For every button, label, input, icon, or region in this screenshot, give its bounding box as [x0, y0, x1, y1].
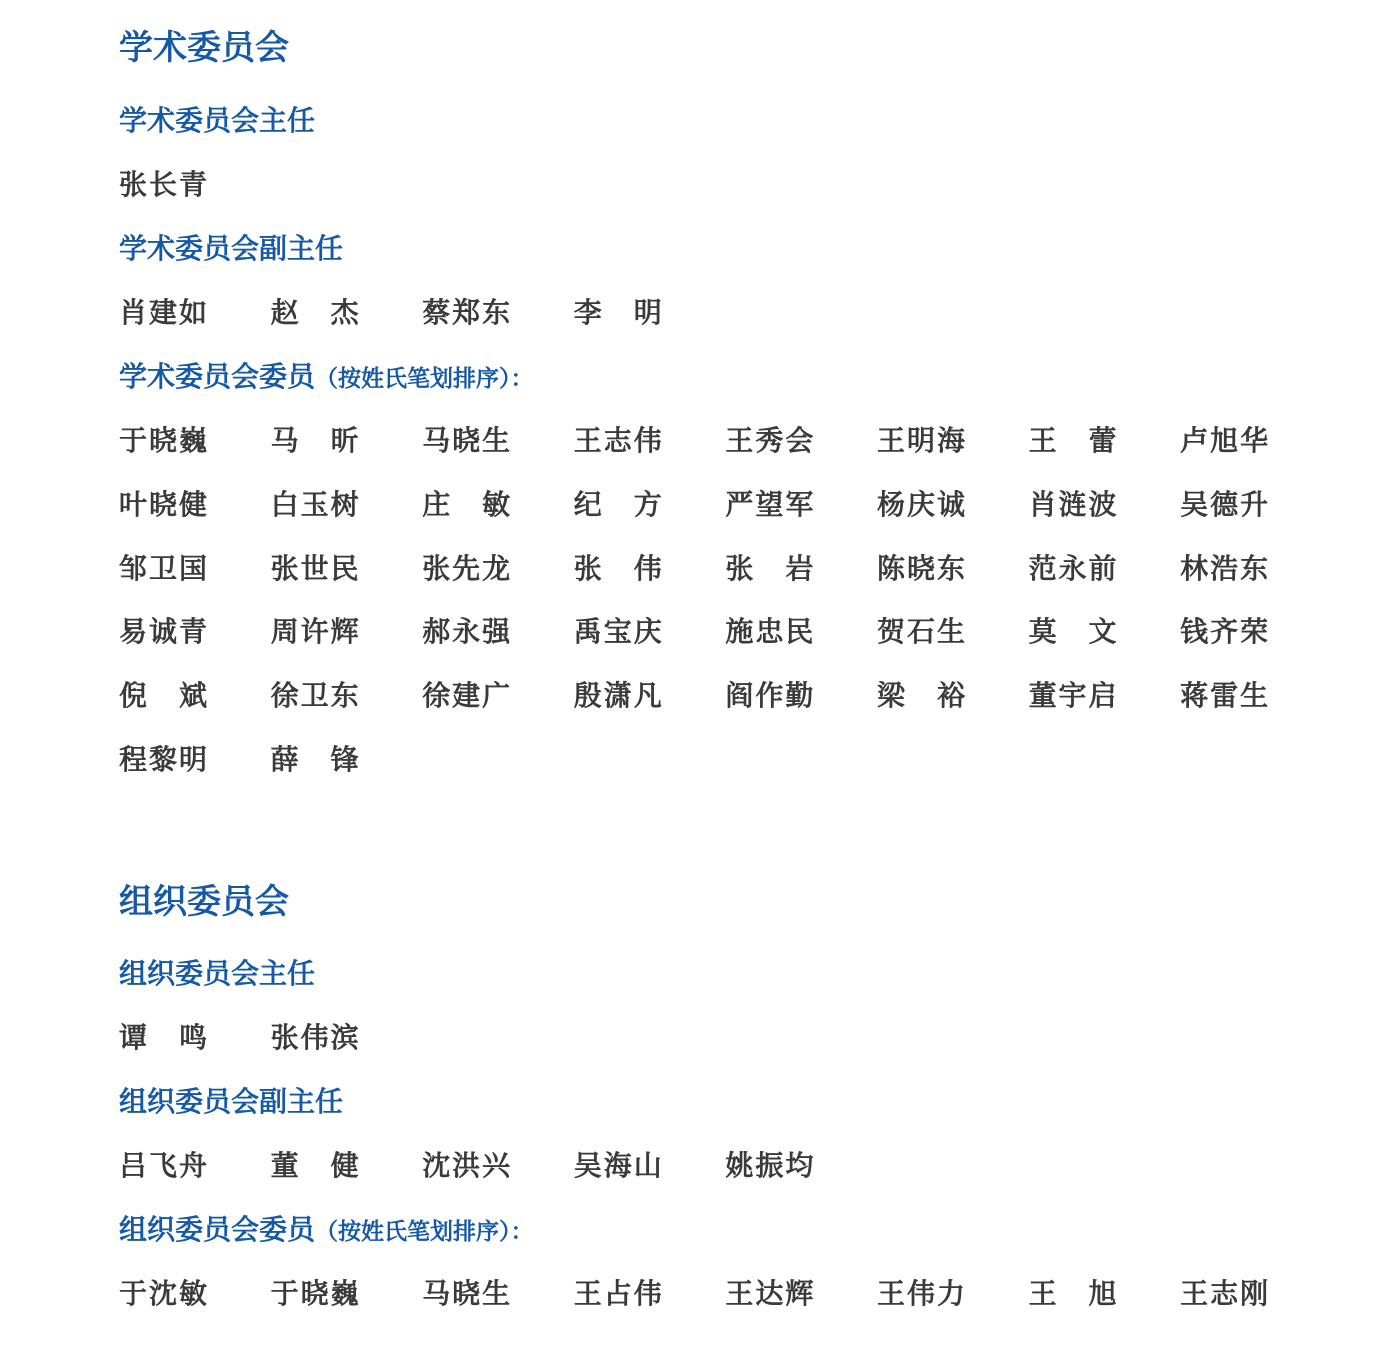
name-entry: 吴德升: [1180, 487, 1269, 521]
name-entry: 王达辉: [725, 1277, 814, 1310]
organization-members-heading: [119, 1213, 534, 1249]
name-entry: 王志刚: [1180, 1277, 1269, 1310]
name-entry: 于晓巍: [270, 1277, 359, 1310]
organization-director-heading: 组织委员会主任: [119, 957, 316, 990]
organization-director-list: [119, 1021, 1332, 1085]
name-entry: 杨庆诚: [876, 487, 965, 521]
name-entry: 张长青: [119, 168, 207, 201]
name-entry: 徐建广: [422, 679, 511, 713]
name-entry: 白玉树: [270, 487, 359, 521]
name-entry: 徐卫东: [270, 679, 359, 713]
name-entry: 王 旭: [1028, 1277, 1117, 1310]
name-entry: 贺石生: [876, 615, 965, 649]
name-entry: 程黎明: [119, 742, 207, 776]
name-entry: 张世民: [270, 551, 359, 585]
name-entry: 董 健: [270, 1149, 359, 1182]
name-entry: 姚振均: [725, 1149, 814, 1182]
name-entry: 庄 敏: [422, 487, 511, 521]
name-entry: 张 伟: [573, 551, 662, 585]
name-entry: 王占伟: [573, 1277, 662, 1310]
name-entry: 殷潇凡: [573, 679, 662, 713]
name-entry: 谭 鸣: [119, 1021, 207, 1054]
organization-deputy-heading: 组织委员会副主任: [119, 1085, 344, 1118]
name-entry: 郝永强: [422, 615, 511, 649]
name-entry: 肖涟波: [1028, 487, 1117, 521]
name-entry: 李 明: [573, 296, 662, 329]
academic-deputy-heading: 学术委员会副主任: [119, 232, 344, 265]
academic-director-heading: 学术委员会主任: [119, 104, 316, 137]
name-entry: 肖建如: [119, 296, 207, 329]
name-entry: 易诚青: [119, 615, 207, 649]
academic-director-list: [119, 168, 1332, 232]
name-entry: 张 岩: [725, 551, 814, 585]
name-entry: 卢旭华: [1180, 424, 1269, 457]
name-entry: 施忠民: [725, 615, 814, 649]
academic-members-heading: [119, 360, 534, 396]
name-entry: 薛 锋: [270, 742, 359, 776]
name-entry: 赵 杰: [270, 296, 359, 329]
name-entry: 于晓巍: [119, 424, 207, 457]
name-entry: 叶晓健: [119, 487, 207, 521]
name-entry: 张先龙: [422, 551, 511, 585]
name-entry: 王秀会: [725, 424, 814, 457]
name-entry: 邹卫国: [119, 551, 207, 585]
name-entry: 王明海: [876, 424, 965, 457]
name-entry: 王 蕾: [1028, 424, 1117, 457]
name-entry: 倪 斌: [119, 679, 207, 713]
name-entry: 梁 裕: [876, 679, 965, 713]
name-entry: 莫 文: [1028, 615, 1117, 649]
organization-deputy-list: [119, 1149, 1332, 1213]
name-entry: 于沈敏: [119, 1277, 207, 1310]
name-entry: 董宇启: [1028, 679, 1117, 713]
name-entry: 蒋雷生: [1180, 679, 1269, 713]
name-entry: 蔡郑东: [422, 296, 511, 329]
academic-members-list: [119, 424, 1332, 807]
name-entry: 陈晓东: [876, 551, 965, 585]
name-entry: 张伟滨: [270, 1021, 359, 1054]
name-entry: 禹宝庆: [573, 615, 662, 649]
name-entry: 周许辉: [270, 615, 359, 649]
name-entry: 马晓生: [422, 1277, 511, 1310]
name-entry: 吴海山: [573, 1149, 662, 1182]
name-entry: 钱齐荣: [1180, 615, 1269, 649]
name-entry: 阎作勤: [725, 679, 814, 713]
members-heading-text: 组织委员会委员: [119, 1213, 316, 1246]
name-entry: 严望军: [725, 487, 814, 521]
name-entry: 纪 方: [573, 487, 662, 521]
name-entry: 沈洪兴: [422, 1149, 511, 1182]
name-entry: 林浩东: [1180, 551, 1269, 585]
academic-deputy-list: [119, 296, 1332, 360]
sort-note: （按姓氏笔划排序）：: [315, 1219, 534, 1245]
academic-committee-title: 学术委员会: [119, 28, 289, 68]
organization-members-list: [119, 1277, 1332, 1341]
name-entry: 马晓生: [422, 424, 511, 457]
name-entry: 王伟力: [876, 1277, 965, 1310]
name-entry: 王志伟: [573, 424, 662, 457]
organization-committee-title: 组织委员会: [119, 882, 289, 922]
name-entry: 范永前: [1028, 551, 1117, 585]
sort-note: （按姓氏笔划排序）：: [315, 366, 534, 392]
members-heading-text: 学术委员会委员: [119, 360, 316, 393]
name-entry: 马 昕: [270, 424, 359, 457]
name-entry: 吕飞舟: [119, 1149, 207, 1182]
